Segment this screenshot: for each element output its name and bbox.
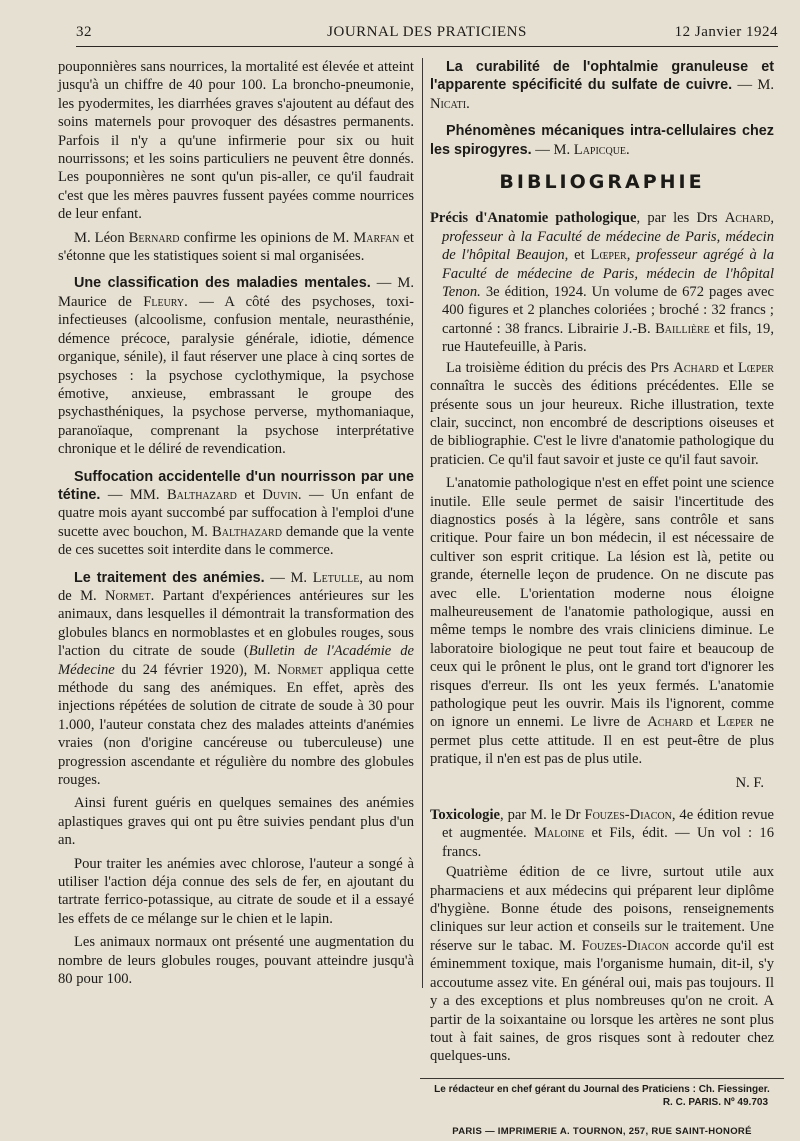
paragraph-chlorose: Pour traiter les anémies avec chlorose, l'auteur a songé à utiliser l'action déja connue des sels de fer, en ajoutant du tartrate ferrico-potassique, au citrate de soude et il a essayé les effets de ce mélange sur le chien et le lapin. <box>58 855 414 927</box>
author-name: Nicati <box>430 95 467 112</box>
author-name: Letulle <box>312 569 360 586</box>
right-column <box>430 58 774 1141</box>
review-paragraph: Quatrième édition de ce livre, surtout utile aux pharmaciens et aux médecins qui préparent leur diplôme d'hygiène. Bonne étude des poisons, renseignements cliniques sur leur action et conseils sur le traitement. Une réserve sur le tabac. M. Fouzes-Diacon accorde qu'il est éminemment toxique, mais l'organisme humain, dit-il, s'y accoutume assez vite. En général oui, mais pas toujours. Il y a des exceptions et plus nombreuses qu'on ne croit. A partir de la soixantaine ou lorsque les artères ne sont plus tout à fait saines, de gros risques sont à redouter chez quelques-uns. <box>430 864 774 1065</box>
author-name: Fleury <box>143 293 185 310</box>
section-heading: Phénomènes mécaniques intra-cellulaires chez les spirogyres. <box>430 123 774 158</box>
author-name: Bernard <box>128 229 180 246</box>
author-name: Achard <box>724 210 771 227</box>
section-anemies: Le traitement des anémies. — M. Letulle, au nom de M. Normet. Partant d'expériences antérieures sur les animaux, dans lesquelles il démontrait la transformation des globules blancs en normoblastes et en globules rouges, sous l'action du citrate de soude (Bulletin de l'Académie de Médecine du 24 février 1920), M. Normet appliqua cette méthode du sang des anémiques. En effet, après des injections répétées de solution de citrate de soude à 30 pour 1.000, l'auteur constata chez des malades atteints d'anémies vraies (non d'origine cancéreuse ou tuberculeuse) une progression ascendante et régulière du nombre des globules rouges. <box>58 569 414 789</box>
book-title: Toxicologie <box>430 807 500 824</box>
author-name: Lapicque <box>573 141 627 158</box>
section-heading: Suffocation accidentelle d'un nourrisson par une tétine. <box>58 468 414 503</box>
column-divider <box>422 58 423 988</box>
paragraph-intro: pouponnières sans nourrices, la mortalité est élevée et atteint jusqu'à un chiffre de 40 pour 100. La broncho-pneumonie, les pyodermites, les diarrhées graves s'ajoutent au défaut des soins maternels pour provoquer des désastres permanents. Parfois il n'y a qu'une infirmerie pour six ou huit nourrissons; et les soins particuliers ne peuvent être donnés. Les pouponnières ne sont qu'un pis-aller, ce qu'il faudrait c'est que les mères pauvres fussent payées comme nourrices de leur enfant. <box>58 59 414 223</box>
publisher-name: Maloine <box>534 825 585 842</box>
review-entry-precis: Précis d'Anatomie pathologique, par les Drs Achard, professeur à la Faculté de médecine de Paris, médecin de l'hôpital Beaujon, et Lœper, professeur agrégé à la Faculté de médecine de Paris, médecin de l'hôpital Tenon. 3e édition, 1924. Un volume de 672 pages avec 400 figures et 2 planches coloriées ; broché : 32 francs ; cartonné : 38 francs. Librairie J.-B. Baillière et fils, 19, rue Hautefeuille, à Paris. <box>430 210 774 356</box>
section-suffocation: Suffocation accidentelle d'un nourrisson par une tétine. — MM. Balthazard et Duvin. — Un enfant de quatre mois ayant succombé par suffocation à l'emploi d'une sucette avec bouchon, M. Balthazard demande que la vente de ces sucettes soit interdite dans le commerce. <box>58 468 415 559</box>
section-classification: Une classification des maladies mentales. — M. Maurice de Fleury. — A côté des psychoses, toxi-infectieuses (alcoolisme, confusion mentale, neurasthénie, démence précoce, paralysie générale, idiotie, démence organique, sénile), il faut réserver une place à cinq sortes de psychoses : la psychose cyclothymique, la psychose émotive, anxieuse, embrassant le groupe des psychasthéniques, la psychose perverse, mythomaniaque, paranoïaque, comprenant la psychose interprétative chronique et le déliré de revendication. <box>58 275 415 458</box>
publisher-name: Baillière <box>655 320 710 337</box>
editor-credit: Le rédacteur en chef gérant du Journal des Praticiens : Ch. Fiessinger. <box>434 1083 770 1095</box>
review-signature: N. F. <box>735 774 764 791</box>
section-curabilite: La curabilité de l'ophtalmie granuleuse et l'apparente spécificité du sulfate de cuivre. — M. Nicati. <box>430 59 774 112</box>
review-paragraph: L'anatomie pathologique n'est en effet point une science inutile. Elle seule permet de saisir l'incertitude des diagnostics posés à la légère, sans contrôle et sans critique. Pour faire un bon médecin, il est nécessaire de cultiver son esprit critique. La lésion est là, petite ou grande, éternelle leçon de prudence. On ne discute pas avec elle. L'orientation moderne nous éloigne malheureusement de l'anatomie pathologique, aussi en même temps le nombre des vrais cliniciens diminue. Le laboratoire biologique ne peut tout faire et beaucoup de ceux qui le prônent le plus, ont le grand tort d'ignorer les risques d'erreur. Ils ont les yeux fermés. L'anatomie pathologique peut les ouvrir. Mais ils l'ignorent, comme on ignore un ennemi. Le livre de Achard et Lœper ne permet plus cette attitude. Il en est peut-être de plus pratique, il n'en est pas de plus utile. <box>430 475 775 768</box>
author-name: Normet <box>105 587 151 604</box>
author-name: Balthazard <box>166 486 237 503</box>
issue-date: 12 Janvier 1924 <box>674 24 778 40</box>
author-name: Lœper <box>590 247 627 264</box>
citation-title: Bulletin de l'Académie de Médecine <box>58 643 414 678</box>
paragraph-gueris: Ainsi furent guéris en quelques semaines des anémies aplastiques graves qui ont pu être suivies pendant plus d'un an. <box>58 795 414 849</box>
review-paragraph: La troisième édition du précis des Prs Achard et Lœper connaîtra le succès des éditions précédentes. Elle se présente sous un jour heureux. Riche illustration, texte clair, succinct, non encombré de descriptions oiseuses et de bibliographie. C'est le livre d'anatomie pathologique du praticien. Ce qu'il faut savoir et juste ce qu'il faut savoir. <box>430 359 774 468</box>
printer-imprint: PARIS — IMPRIMERIE A. TOURNON, 257, RUE SAINT-HONORÉ <box>452 1125 752 1137</box>
section-heading: La curabilité de l'ophtalmie granuleuse et l'apparente spécificité du sulfate de cuivre. <box>430 59 774 94</box>
section-phenomenes: Phénomènes mécaniques intra-cellulaires chez les spirogyres. — M. Lapicque. <box>430 123 774 158</box>
review-entry-toxicologie: Toxicologie, par M. le Dr Fouzes-Diacon, 4e édition revue et augmentée. Maloine et Fils, édit. — Un vol : 16 francs. <box>430 807 774 860</box>
paragraph-animaux: Les animaux normaux ont présenté une augmentation du nombre de leurs globules rouges, pouvant atteindre jusqu'à 80 pour 100. <box>58 934 414 988</box>
journal-title: JOURNAL DES PRATICIENS <box>327 24 527 40</box>
author-name: Fouzes-Diacon <box>584 807 672 824</box>
section-heading: Une classification des maladies mentales. <box>74 275 371 292</box>
author-name: Duvin <box>262 486 298 503</box>
paragraph-bernard: M. Léon Bernard confirme les opinions de M. Marfan et s'étonne que les statistiques soient si mal organisées. <box>58 229 414 265</box>
section-heading: Le traitement des anémies. <box>74 569 265 586</box>
registry-number: R. C. PARIS. Nº 49.703 <box>662 1096 768 1108</box>
page-number: 32 <box>76 24 92 40</box>
author-name: Marfan <box>353 229 400 246</box>
author-name: Balthazard <box>212 523 282 540</box>
footer-rule <box>420 1078 784 1079</box>
running-head <box>76 18 778 47</box>
left-column <box>58 58 414 994</box>
author-name: Normet <box>277 661 323 678</box>
bibliography-title: BIBLIOGRAPHIE <box>499 171 705 194</box>
book-title: Précis d'Anatomie pathologique <box>430 210 637 227</box>
